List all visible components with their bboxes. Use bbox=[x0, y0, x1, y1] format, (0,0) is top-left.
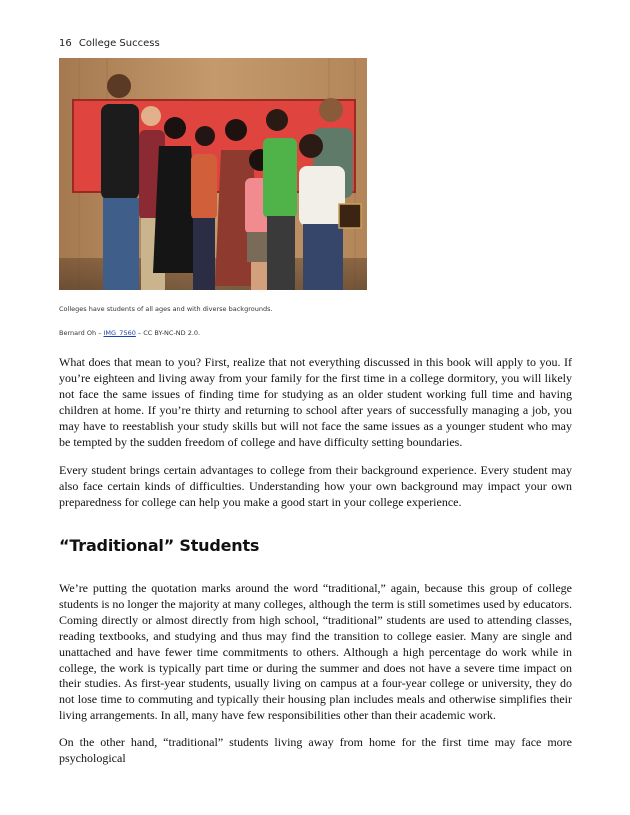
page-number: 16 bbox=[59, 38, 72, 49]
credit-license: – CC BY-NC-ND 2.0. bbox=[135, 329, 201, 337]
paragraph-other-hand: On the other hand, “traditional” students living away from home for the first time may face more psychological bbox=[59, 735, 572, 765]
credit-author: Bernard Oh – bbox=[59, 329, 104, 337]
group-photo bbox=[59, 58, 367, 290]
book-title: College Success bbox=[78, 38, 160, 49]
running-header bbox=[59, 38, 160, 49]
paragraph-traditional: We’re putting the quotation marks around the word “traditional,” again, because this group of college students is no longer the majority at many colleges, although the term is still sometimes used by educators. Coming directly or almost directly from high school, “traditional” students are used to attending classes, reading textbooks, and studying and thus may find the transition to college easier. Many are single and unattached and have fewer time commitments to others. Although a high percentage do work while in college, the work is typically part time or during the summer and does not have a severe time impact on their studies. As first-year students, usually living on campus at a four-year college or university, they do not lose time to commuting and typically their housing plan includes meals and otherwise simplifies their living arrangements. In all, many have few responsibilities other than their academic work. bbox=[59, 581, 572, 723]
section-heading: “Traditional” Students bbox=[59, 536, 260, 555]
figure-caption: Colleges have students of all ages and with diverse backgrounds. bbox=[59, 305, 273, 313]
paragraph-background: Every student brings certain advantages to college from their background experience. Every student may also face certain kinds of difficulties. Understanding how your own background may impact your own preparedness for college can help you make a good start in your college experience. bbox=[59, 463, 572, 509]
credit-image-link[interactable]: IMG_7560 bbox=[103, 329, 136, 337]
paragraph-intro: What does that mean to you? First, realize that not everything discussed in this book will apply to you. If you’re eighteen and living away from your family for the first time in a college dormitory, you will likely not face the same issues of finding time for studying as an older student working full time and having children at home. If you’re thirty and returning to school after years of successfully managing a job, you may have to reestablish your study skills but will not face the same issues as a younger student who may be tempted by the sudden freedom of college and have difficulty setting boundaries. bbox=[59, 355, 572, 449]
figure-credit bbox=[59, 329, 200, 337]
